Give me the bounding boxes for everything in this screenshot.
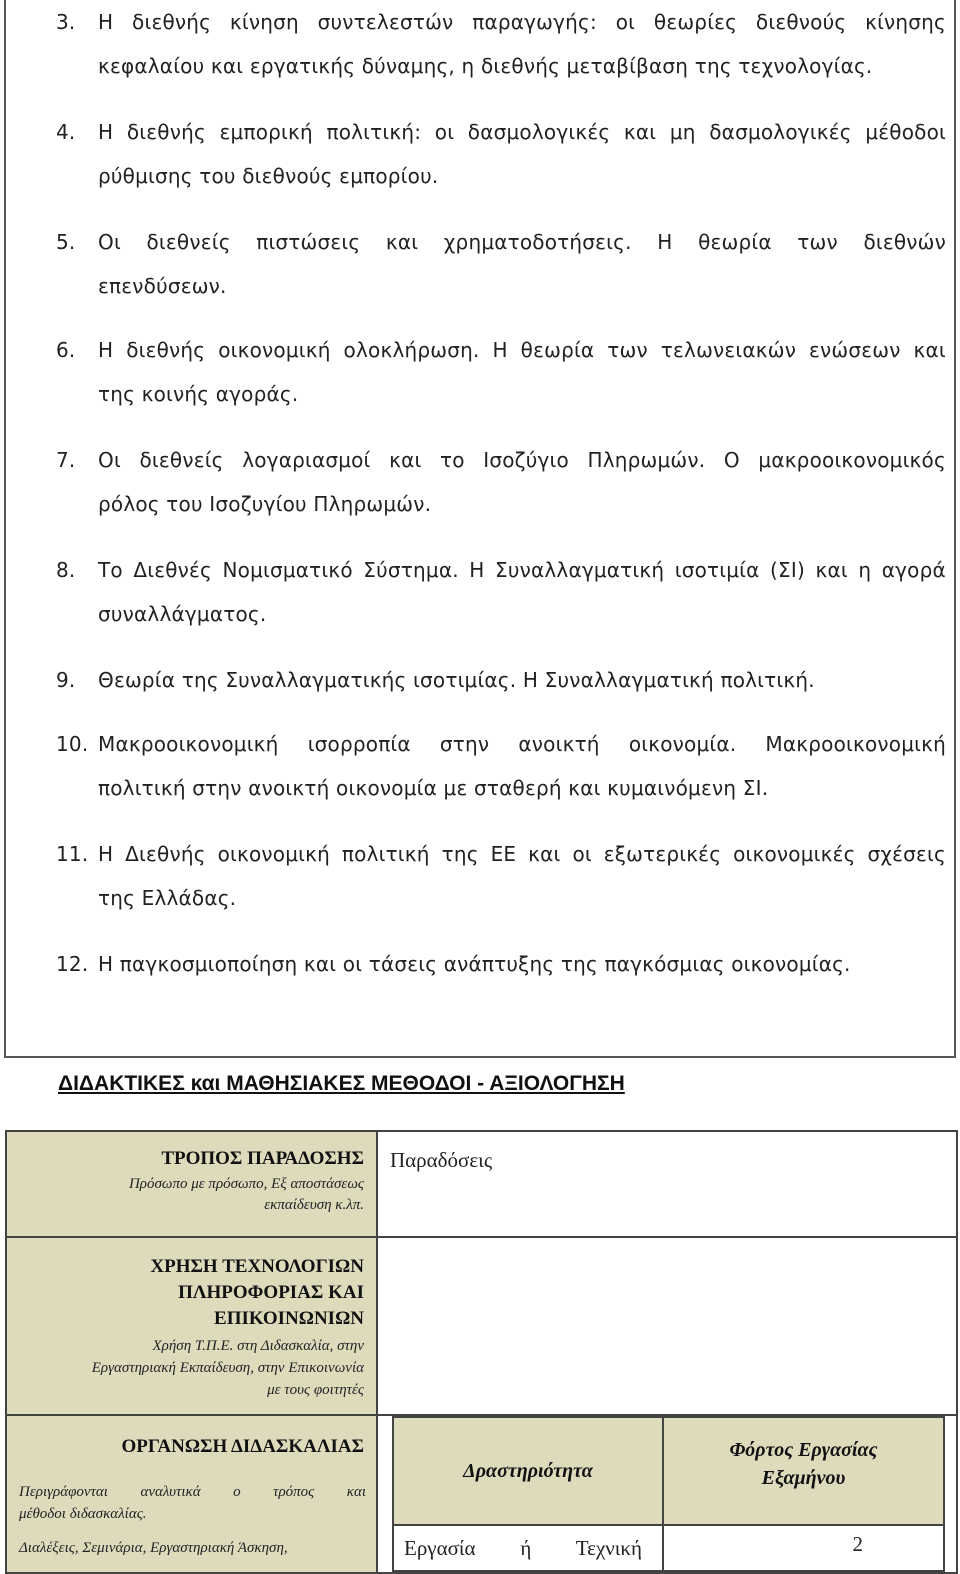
ict-title-1: ΧΡΗΣΗ ΤΕΧΝΟΛΟΓΙΩΝ [150,1256,364,1277]
syllabus-item-line: ρόλος του Ισοζυγίου Πληρωμών. [98,492,432,516]
organization-label-cell [5,1414,378,1574]
syllabus-item-number: 12. [56,952,89,976]
ict-sub-2: Εργαστηριακή Εκπαίδευση, στην Επικοινωνία [91,1360,364,1376]
syllabus-item-text [98,0,946,88]
syllabus-item-line: Το Διεθνές Νομισματικό Σύστημα. Η Συναλλαγματική ισοτιμία (ΣΙ) και η αγορά [98,558,946,582]
syllabus-item-text [98,328,946,416]
ict-title-3: ΕΠΙΚΟΙΝΩΝΙΩΝ [214,1308,364,1329]
syllabus-item-line: πολιτική στην ανοικτή οικονομία με σταθερή και κυμαινόμενη ΣΙ. [98,776,769,800]
syllabus-item-line: Η διεθνής εμπορική πολιτική: οι δασμολογικές και μη δασμολογικές μέθοδοι [98,120,946,144]
syllabus-item-number: 5. [56,230,76,254]
syllabus-item-line: Μακροοικονομική ισορροπία στην ανοικτή οικονομία. Μακροοικονομική [98,732,946,756]
syllabus-item-line: Οι διεθνείς λογαριασμοί και το Ισοζύγιο Πληρωμών. Ο μακροοικονομικός [98,448,946,472]
syllabus-item-text [98,722,946,810]
syllabus-item-line: συναλλάγματος. [98,602,267,626]
syllabus-item-number: 8. [56,558,76,582]
organization-desc-3: Διαλέξεις, Σεμινάρια, Εργαστηριακή Άσκηση, [19,1540,288,1556]
methods-table [5,1130,958,1570]
delivery-value: Παραδόσεις [390,1148,493,1172]
syllabus-item-text [98,548,946,636]
load-row-cell [662,1524,945,1572]
ict-title-2: ΠΛΗΡΟΦΟΡΙΑΣ ΚΑΙ [178,1282,364,1303]
activity-column-header: Δραστηριότητα [392,1416,664,1526]
ict-value-cell [376,1236,958,1416]
syllabus-item-line: Η διεθνής κίνηση συντελεστών παραγωγής: οι θεωρίες διεθνούς κίνησης [98,10,946,34]
delivery-value-cell [376,1130,958,1238]
ict-sub-3: με τους φοιτητές [267,1382,364,1398]
syllabus-item-number: 11. [56,842,89,866]
syllabus-item-text [98,658,946,702]
load-row-value: 2 [852,1532,863,1556]
load-header-line-1: Φόρτος Εργασίας [729,1439,878,1461]
ict-sub-1: Χρήση Τ.Π.Ε. στη Διδασκαλία, στην [152,1338,364,1354]
syllabus-item-line: Η παγκοσμιοποίηση και οι τάσεις ανάπτυξης της παγκόσμιας οικονομίας. [98,952,851,976]
syllabus-item-number: 6. [56,338,76,362]
delivery-title: ΤΡΟΠΟΣ ΠΑΡΑΔΟΣΗΣ [161,1148,364,1169]
syllabus-item-text [98,110,946,198]
syllabus-item-number: 4. [56,120,76,144]
activity-row-value: Εργασία ή Τεχνική [404,1536,642,1560]
syllabus-item-line: της Ελλάδας. [98,886,237,910]
syllabus-item-number: 9. [56,668,76,692]
syllabus-item-line: κεφαλαίου και εργατικής δύναμης, η διεθνής μεταβίβαση της τεχνολογίας. [98,54,873,78]
syllabus-item-text [98,438,946,526]
ict-label-cell [5,1236,378,1416]
load-column-header [662,1416,945,1526]
syllabus-item-number: 10. [56,732,89,756]
load-header-line-2: Εξαμήνου [761,1467,846,1489]
syllabus-item-text [98,942,946,986]
delivery-sub-1: Πρόσωπο με πρόσωπο, Εξ αποστάσεως [128,1176,364,1192]
delivery-sub-2: εκπαίδευση κ.λπ. [264,1197,364,1213]
syllabus-item-line: της κοινής αγοράς. [98,382,299,406]
syllabus-item-line: Η διεθνής οικονομική ολοκλήρωση. Η θεωρία των τελωνειακών ενώσεων και [98,338,946,362]
syllabus-item-text [98,832,946,920]
syllabus-item-line: ρύθμισης του διεθνούς εμπορίου. [98,164,439,188]
organization-desc-1: Περιγράφονται αναλυτικά ο τρόπος και [19,1484,366,1500]
organization-desc-2: μέθοδοι διδασκαλίας. [19,1506,147,1522]
syllabus-item-text [98,220,946,308]
syllabus-item-line: Οι διεθνείς πιστώσεις και χρηματοδοτήσεις. Η θεωρία των διεθνών [98,230,946,254]
organization-title: ΟΡΓΑΝΩΣΗ ΔΙΔΑΣΚΑΛΙΑΣ [121,1436,364,1457]
syllabus-item-line: Η Διεθνής οικονομική πολιτική της ΕΕ και οι εξωτερικές οικονομικές σχέσεις [98,842,946,866]
syllabus-item-number: 7. [56,448,76,472]
syllabus-item-line: επενδύσεων. [98,274,227,298]
organization-value-cell [376,1414,958,1574]
section-title: ΔΙΔΑΚΤΙΚΕΣ και ΜΑΘΗΣΙΑΚΕΣ ΜΕΘΟΔΟΙ - ΑΞΙΟΛΟΓΗΣΗ [58,1072,625,1095]
syllabus-item-line: Θεωρία της Συναλλαγματικής ισοτιμίας. Η Συναλλαγματική πολιτική. [98,668,815,692]
activity-row-cell [392,1524,664,1572]
delivery-label-cell [5,1130,378,1238]
syllabus-item-number: 3. [56,10,76,34]
